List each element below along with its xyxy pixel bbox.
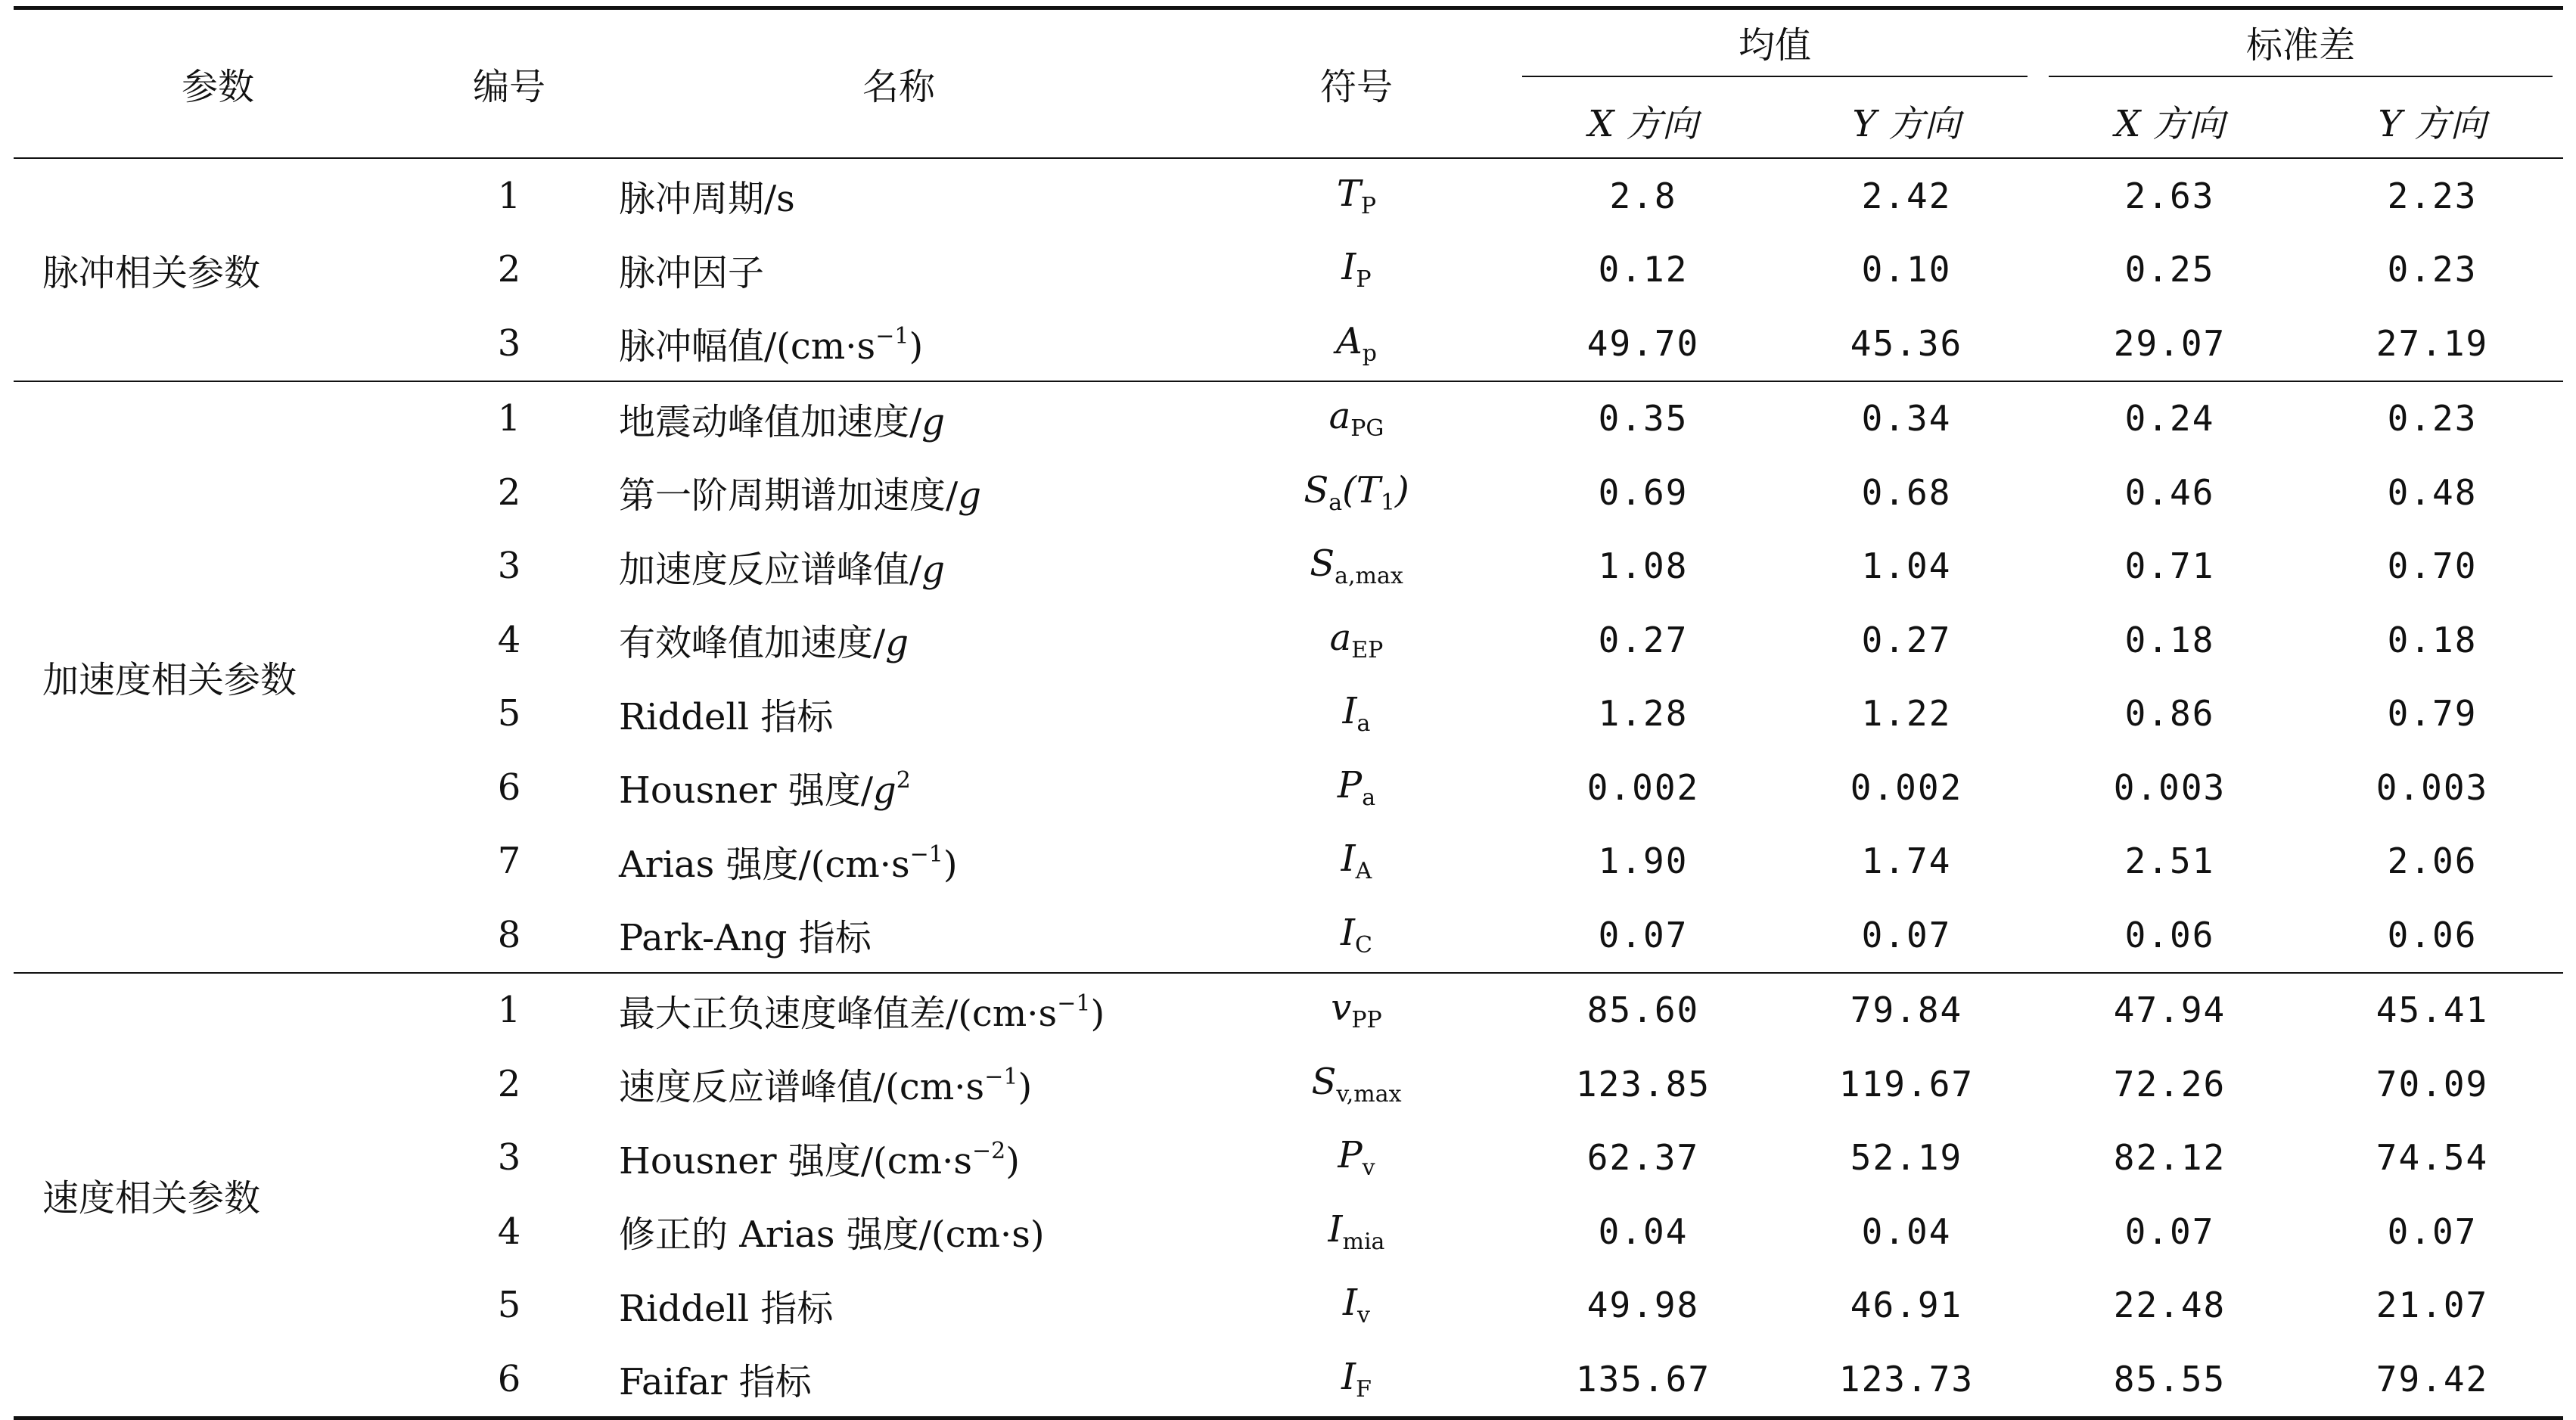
std-y-value: 0.70 <box>2387 545 2478 587</box>
row-number: 3 <box>497 1136 521 1179</box>
parameter-name-unit: g <box>885 622 909 665</box>
parameter-symbol <box>1201 381 1512 456</box>
parameter-symbol <box>1201 750 1512 825</box>
row-number: 1 <box>422 381 596 456</box>
std-x-value: 0.24 <box>2038 381 2301 456</box>
parameter-name <box>596 381 1201 456</box>
parameter-name-text: 地震动峰值加速度/ <box>619 400 922 443</box>
std-y-value: 0.06 <box>2387 914 2478 955</box>
mean-y-value: 0.27 <box>1861 619 1952 660</box>
std-x-value: 47.94 <box>2038 973 2301 1048</box>
parameter-name-tail: ) <box>909 325 924 368</box>
parameter-name <box>596 233 1201 307</box>
mean-y-value: 0.68 <box>1861 471 1952 513</box>
parameter-symbol <box>1201 455 1512 530</box>
header-std-label: 标准差 <box>2049 16 2553 77</box>
parameter-symbol <box>1201 973 1512 1048</box>
std-x-value: 0.06 <box>2124 914 2215 955</box>
mean-y-value: 0.10 <box>1861 249 1952 291</box>
symbol-subscript: a <box>1362 784 1376 811</box>
row-number: 5 <box>497 692 521 735</box>
parameter-name-tail: ) <box>1090 992 1105 1035</box>
mean-x-value: 1.28 <box>1598 693 1689 735</box>
std-x-value: 0.18 <box>2124 619 2215 660</box>
row-number: 6 <box>497 766 521 809</box>
category-label: 速度相关参数 <box>14 973 422 1418</box>
symbol-base: P <box>1338 1134 1363 1177</box>
symbol-base: a <box>1328 395 1351 438</box>
symbol-subscript: p <box>1362 340 1377 367</box>
parameter-name <box>596 530 1201 604</box>
parameter-name-text: Park-Ang 指标 <box>619 917 872 960</box>
mean-y-value: 1.74 <box>1861 841 1952 882</box>
row-number: 1 <box>422 973 596 1048</box>
symbol-base: S <box>1310 542 1335 586</box>
parameter-name <box>596 677 1201 751</box>
symbol-base: A <box>1336 319 1363 362</box>
std-y-value: 79.42 <box>2376 1358 2489 1400</box>
parameter-name <box>596 898 1201 973</box>
std-x-value: 0.46 <box>2124 471 2215 513</box>
parameter-name-tail: ) <box>943 843 958 886</box>
parameter-name <box>596 825 1201 899</box>
header-std <box>2038 8 2563 84</box>
parameter-name-text: Housner 强度/(cm·s <box>619 1139 973 1182</box>
parameter-symbol <box>1201 306 1512 381</box>
parameter-symbol <box>1201 1121 1512 1195</box>
std-y-value: 0.003 <box>2376 766 2489 808</box>
symbol-base: P <box>1337 763 1363 806</box>
symbol-base: I <box>1343 1282 1357 1325</box>
std-y-value: 0.79 <box>2387 693 2478 735</box>
mean-y-value: 1.04 <box>1861 545 1952 587</box>
parameter-name-tail: ) <box>1018 1066 1033 1109</box>
parameter-name <box>596 1047 1201 1121</box>
parameter-table-container <box>14 6 2563 1420</box>
row-number: 4 <box>497 618 521 661</box>
std-y-value: 0.23 <box>2301 381 2563 456</box>
symbol-subscript: P <box>1356 266 1372 294</box>
std-x-value: 2.51 <box>2124 841 2215 882</box>
header-symbol: 符号 <box>1319 66 1393 108</box>
std-x-value: 0.07 <box>2124 1210 2215 1252</box>
parameter-symbol <box>1201 1047 1512 1121</box>
parameter-name-unit: g <box>921 400 945 443</box>
symbol-subscript: P <box>1360 192 1377 219</box>
parameter-name <box>596 306 1201 381</box>
mean-y-value: 2.42 <box>1775 158 2038 233</box>
std-y-value: 70.09 <box>2376 1063 2489 1105</box>
table-row <box>14 381 2563 456</box>
row-number: 2 <box>497 1062 521 1105</box>
table-row <box>14 973 2563 1048</box>
category-label: 脉冲相关参数 <box>14 158 422 381</box>
std-y-value: 0.07 <box>2387 1210 2478 1252</box>
header-mean-label: 均值 <box>1522 16 2028 77</box>
std-x-value: 22.48 <box>2113 1285 2226 1326</box>
symbol-subscript: mia <box>1342 1228 1385 1255</box>
parameter-name-text: 脉冲幅值/(cm·s <box>619 325 876 368</box>
mean-y-value: 0.04 <box>1861 1210 1952 1252</box>
row-number: 3 <box>497 545 521 588</box>
parameter-symbol <box>1201 1269 1512 1343</box>
parameter-name-text: Riddell 指标 <box>619 1287 834 1330</box>
parameter-name <box>596 1342 1201 1418</box>
parameter-name-text: Faifar 指标 <box>619 1361 812 1404</box>
parameter-name-exponent: −1 <box>1057 990 1091 1017</box>
symbol-subscript: A <box>1355 858 1372 885</box>
parameter-symbol <box>1201 233 1512 307</box>
category-label: 加速度相关参数 <box>14 381 422 973</box>
parameter-name <box>596 1121 1201 1195</box>
std-y-value: 45.41 <box>2301 973 2563 1048</box>
parameter-name-exponent: 2 <box>896 767 911 794</box>
std-y-value: 0.23 <box>2387 249 2478 291</box>
row-number: 4 <box>497 1210 521 1253</box>
parameter-name-tail: ) <box>1005 1139 1020 1182</box>
symbol-subscript: C <box>1355 931 1372 959</box>
parameter-name-exponent: −1 <box>984 1064 1018 1091</box>
symbol-base: T <box>1336 172 1361 215</box>
mean-x-value: 0.07 <box>1598 914 1689 955</box>
parameter-symbol <box>1201 1342 1512 1418</box>
parameter-name-exponent: −1 <box>875 323 909 350</box>
symbol-base: S <box>1311 1060 1337 1103</box>
parameter-symbol <box>1201 825 1512 899</box>
parameter-name <box>596 1269 1201 1343</box>
header-std-y: Y 方向 <box>2378 102 2487 145</box>
mean-x-value: 49.70 <box>1586 322 1700 364</box>
table-row <box>14 158 2563 233</box>
mean-x-value: 49.98 <box>1586 1285 1700 1326</box>
parameter-name-unit: g <box>921 548 945 591</box>
mean-x-value: 0.35 <box>1512 381 1775 456</box>
symbol-subscript: PP <box>1351 1007 1382 1034</box>
symbol-base: I <box>1341 246 1356 289</box>
parameter-name <box>596 603 1201 677</box>
std-x-value: 85.55 <box>2113 1358 2226 1400</box>
std-x-value: 82.12 <box>2113 1137 2226 1179</box>
mean-x-value: 1.08 <box>1598 545 1689 587</box>
std-x-value: 72.26 <box>2113 1063 2226 1105</box>
parameter-name-text: 脉冲因子 <box>619 251 765 294</box>
mean-y-value: 1.22 <box>1861 693 1952 735</box>
symbol-base: I <box>1341 1355 1356 1398</box>
mean-y-value: 45.36 <box>1850 322 1963 364</box>
symbol-subscript: v <box>1362 1154 1375 1182</box>
parameter-name-text: 最大正负速度峰值差/(cm·s <box>619 992 1058 1035</box>
table-body <box>14 158 2563 1418</box>
std-y-value: 2.06 <box>2387 841 2478 882</box>
parameter-symbol <box>1201 677 1512 751</box>
mean-x-value: 1.90 <box>1598 841 1689 882</box>
row-number: 1 <box>422 158 596 233</box>
std-y-value: 21.07 <box>2376 1285 2489 1326</box>
header-no: 编号 <box>472 66 545 108</box>
mean-x-value: 0.12 <box>1598 249 1689 291</box>
mean-x-value: 123.85 <box>1575 1063 1711 1105</box>
parameter-name-text: 修正的 Arias 强度/(cm·s) <box>619 1213 1045 1257</box>
mean-y-value: 0.002 <box>1850 766 1963 808</box>
mean-y-value: 79.84 <box>1775 973 2038 1048</box>
std-y-value: 0.18 <box>2387 619 2478 660</box>
symbol-close: ) <box>1394 468 1409 511</box>
parameter-symbol <box>1201 158 1512 233</box>
std-y-value: 0.48 <box>2387 471 2478 513</box>
parameter-name-text: 第一阶周期谱加速度/ <box>619 474 959 517</box>
mean-x-value: 85.60 <box>1512 973 1775 1048</box>
std-y-value: 27.19 <box>2376 322 2489 364</box>
symbol-base: I <box>1342 690 1357 733</box>
table-header <box>14 8 2563 159</box>
row-number: 7 <box>497 840 521 883</box>
symbol-base: I <box>1328 1207 1343 1251</box>
parameter-name-exponent: −2 <box>972 1137 1006 1164</box>
parameter-name-unit: g <box>873 769 896 813</box>
header-mean-y: Y 方向 <box>1852 102 1961 145</box>
parameter-name-text: 速度反应谱峰值/(cm·s <box>619 1066 985 1109</box>
symbol-argument: (T <box>1342 468 1381 511</box>
mean-y-value: 52.19 <box>1850 1137 1963 1179</box>
std-y-value: 74.54 <box>2376 1137 2489 1179</box>
mean-x-value: 0.04 <box>1598 1210 1689 1252</box>
mean-x-value: 0.69 <box>1598 471 1689 513</box>
symbol-base: I <box>1341 837 1356 881</box>
parameter-name-text: Riddell 指标 <box>619 695 834 738</box>
header-std-x: X 方向 <box>2115 102 2225 145</box>
symbol-base: v <box>1331 987 1352 1030</box>
parameter-symbol <box>1201 530 1512 604</box>
symbol-subscript: v,max <box>1336 1080 1402 1108</box>
symbol-base: a <box>1329 616 1352 659</box>
mean-y-value: 0.34 <box>1775 381 2038 456</box>
std-x-value: 0.003 <box>2113 766 2226 808</box>
symbol-argument-subscript: 1 <box>1380 489 1395 516</box>
parameter-symbol <box>1201 898 1512 973</box>
mean-y-value: 123.73 <box>1838 1358 1975 1400</box>
parameter-name-exponent: −1 <box>909 841 943 868</box>
parameter-name-unit: g <box>958 474 981 517</box>
parameter-name <box>596 1195 1201 1269</box>
symbol-subscript: PG <box>1350 415 1384 443</box>
std-x-value: 2.63 <box>2038 158 2301 233</box>
symbol-subscript: a,max <box>1335 563 1403 590</box>
parameter-name-text: Housner 强度/ <box>619 769 874 813</box>
mean-x-value: 2.8 <box>1512 158 1775 233</box>
parameter-name-text: 有效峰值加速度/ <box>619 622 886 665</box>
header-name: 名称 <box>862 66 935 108</box>
row-number: 6 <box>497 1357 521 1400</box>
mean-y-value: 0.07 <box>1861 914 1952 955</box>
header-mean <box>1512 8 2038 84</box>
parameter-table <box>14 6 2563 1420</box>
symbol-base: I <box>1341 911 1355 954</box>
symbol-subscript: EP <box>1351 636 1384 663</box>
row-number: 3 <box>497 322 521 365</box>
parameter-symbol <box>1201 1195 1512 1269</box>
mean-y-value: 119.67 <box>1838 1063 1975 1105</box>
mean-x-value: 0.002 <box>1586 766 1700 808</box>
std-y-value: 2.23 <box>2301 158 2563 233</box>
row-number: 2 <box>497 471 521 514</box>
header-param: 参数 <box>181 66 254 108</box>
mean-y-value: 46.91 <box>1850 1285 1963 1326</box>
std-x-value: 29.07 <box>2113 322 2226 364</box>
parameter-name-text: 加速度反应谱峰值/ <box>619 548 922 591</box>
std-x-value: 0.86 <box>2124 693 2215 735</box>
row-number: 8 <box>497 913 521 956</box>
row-number: 5 <box>497 1284 521 1327</box>
std-x-value: 0.71 <box>2124 545 2215 587</box>
parameter-name <box>596 973 1201 1048</box>
symbol-subscript: a <box>1328 489 1343 516</box>
parameter-symbol <box>1201 603 1512 677</box>
symbol-subscript: a <box>1356 710 1371 738</box>
mean-x-value: 62.37 <box>1586 1137 1700 1179</box>
parameter-name <box>596 750 1201 825</box>
header-mean-x: X 方向 <box>1588 102 1698 145</box>
row-number: 2 <box>497 248 521 291</box>
parameter-name <box>596 455 1201 530</box>
std-x-value: 0.25 <box>2124 249 2215 291</box>
mean-x-value: 0.27 <box>1598 619 1689 660</box>
symbol-subscript: F <box>1356 1375 1372 1403</box>
parameter-name-text: 脉冲周期/s <box>619 178 795 221</box>
parameter-name-text: Arias 强度/(cm·s <box>619 843 910 886</box>
symbol-subscript: v <box>1357 1302 1370 1329</box>
symbol-base: S <box>1304 468 1329 511</box>
mean-x-value: 135.67 <box>1575 1358 1711 1400</box>
parameter-name <box>596 158 1201 233</box>
